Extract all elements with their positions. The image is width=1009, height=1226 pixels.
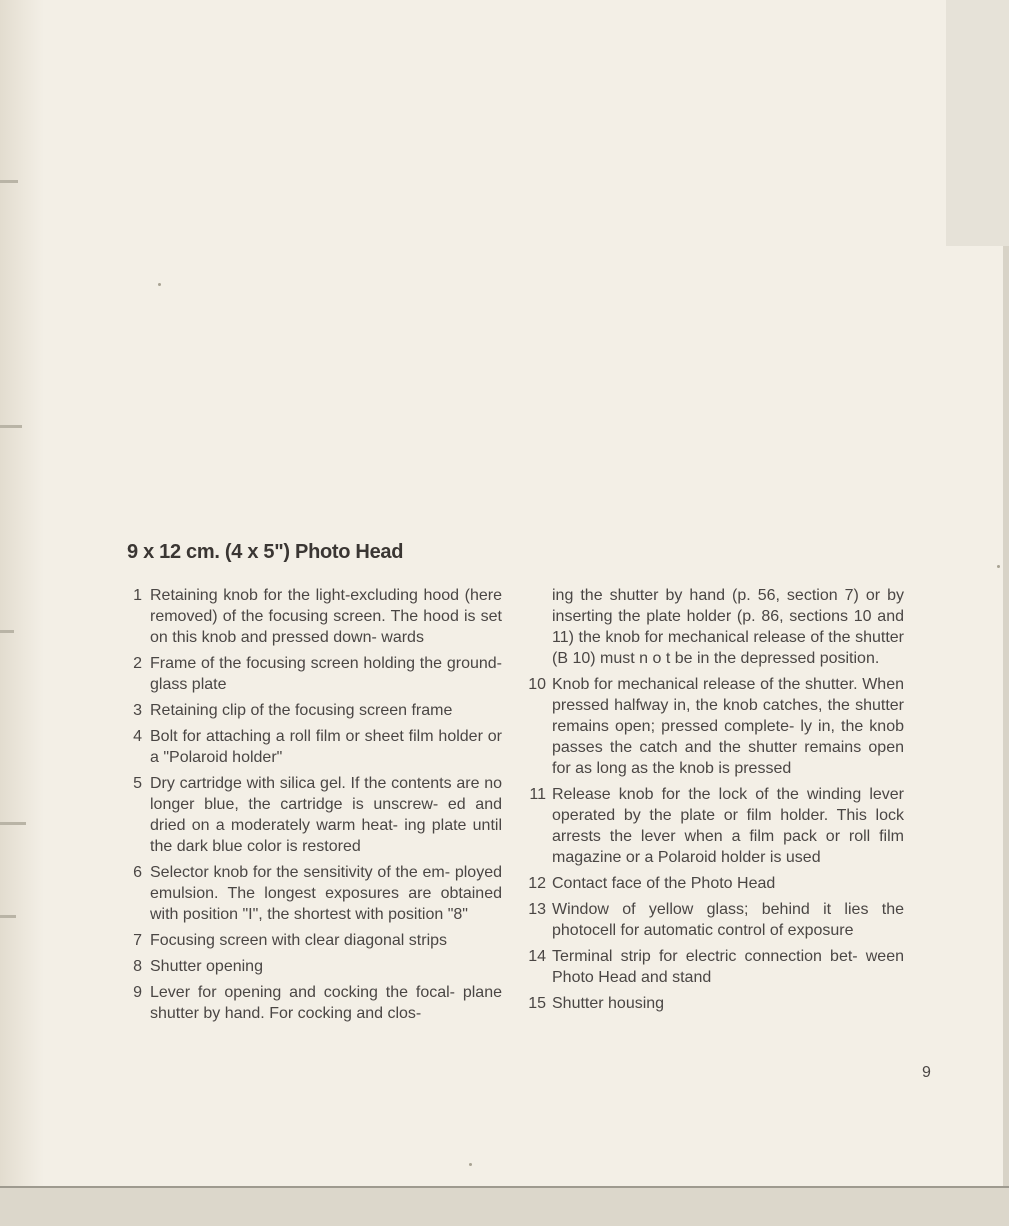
page-heading: 9 x 12 cm. (4 x 5") Photo Head [127,541,404,563]
item-text: Release knob for the lock of the winding lever operated by the plate or film holder. This lock arrests the lever when a film pack or roll film magazine or a Polaroid holder is used [552,786,904,866]
item-text: Dry cartridge with silica gel. If the contents are no longer blue, the cartridge is unscrew- ed and dried on a moderately warm heat- ing plate until the dark blue color is restored [150,775,502,855]
item-number: 13 [528,901,546,918]
list-item [522,873,904,894]
item-text: Frame of the focusing screen holding the ground-glass plate [150,655,502,693]
right-column [522,585,904,1019]
page-number: 9 [922,1064,931,1081]
item-number: 1 [133,587,142,604]
list-item [522,784,904,868]
paper-speck [997,565,1000,568]
list-item [128,726,502,768]
edge-mark [0,630,14,633]
left-column [128,585,502,1029]
item-number: 7 [133,932,142,949]
list-item [128,700,502,721]
list-item [128,862,502,925]
item-text: Contact face of the Photo Head [552,875,776,892]
item-text: Lever for opening and cocking the focal- plane shutter by hand. For cocking and clos- [150,984,502,1022]
item-number: 3 [133,702,142,719]
item-text: Shutter opening [150,958,263,975]
page-bottom-edge [0,1186,1009,1226]
paper-speck [158,283,161,286]
list-item [522,899,904,941]
list-item [128,773,502,857]
item-text: Terminal strip for electric connection bet- ween Photo Head and stand [552,948,904,986]
list-item [128,585,502,648]
item-text: Focusing screen with clear diagonal strips [150,932,448,949]
right-column-list [522,674,904,1014]
page-right-edge [1003,246,1009,1186]
item-number: 14 [528,948,546,965]
list-item [522,993,904,1014]
list-item [128,956,502,977]
item-text: Knob for mechanical release of the shutter. When pressed halfway in, the knob catches, the shutter remains open; pressed complete- ly in, the knob passes the catch and the shutter remains open for as long as the knob is pressed [552,676,904,777]
item-text: Window of yellow glass; behind it lies the photocell for automatic control of exposure [552,901,904,939]
item-text: Shutter housing [552,995,665,1012]
item-number: 9 [133,984,142,1001]
background-strip [946,0,1009,246]
item-text: Bolt for attaching a roll film or sheet film holder or a "Polaroid holder" [150,728,502,766]
list-item [128,930,502,951]
list-item [128,982,502,1024]
continued-item-text: ing the shutter by hand (p. 56, section 7) or by inserting the plate holder (p. 86, sections 10 and 11) the knob for mechanical release of the shutter (B 10) must n o t be in the depressed position. [552,587,904,667]
edge-mark [0,822,26,825]
item-number: 11 [529,786,546,803]
list-item [522,946,904,988]
item-number: 12 [528,875,546,892]
item-number: 5 [133,775,142,792]
list-item [128,653,502,695]
edge-mark [0,425,22,428]
list-item [522,674,904,779]
item-number: 2 [133,655,142,672]
edge-mark [0,180,18,183]
item-number: 8 [133,958,142,975]
item-number: 10 [528,676,546,693]
edge-mark [0,915,16,918]
item-text: Selector knob for the sensitivity of the em- ployed emulsion. The longest exposures are obtained with position "I", the shortest with position "8" [150,864,502,923]
item-number: 6 [133,864,142,881]
item-text: Retaining knob for the light-excluding hood (here removed) of the focusing screen. The hood is set on this knob and pressed down- wards [150,587,502,646]
item-number: 15 [528,995,546,1012]
item-text: Retaining clip of the focusing screen frame [150,702,453,719]
item-number: 4 [133,728,142,745]
paper-speck [469,1163,472,1166]
worn-left-edge [0,0,44,1190]
